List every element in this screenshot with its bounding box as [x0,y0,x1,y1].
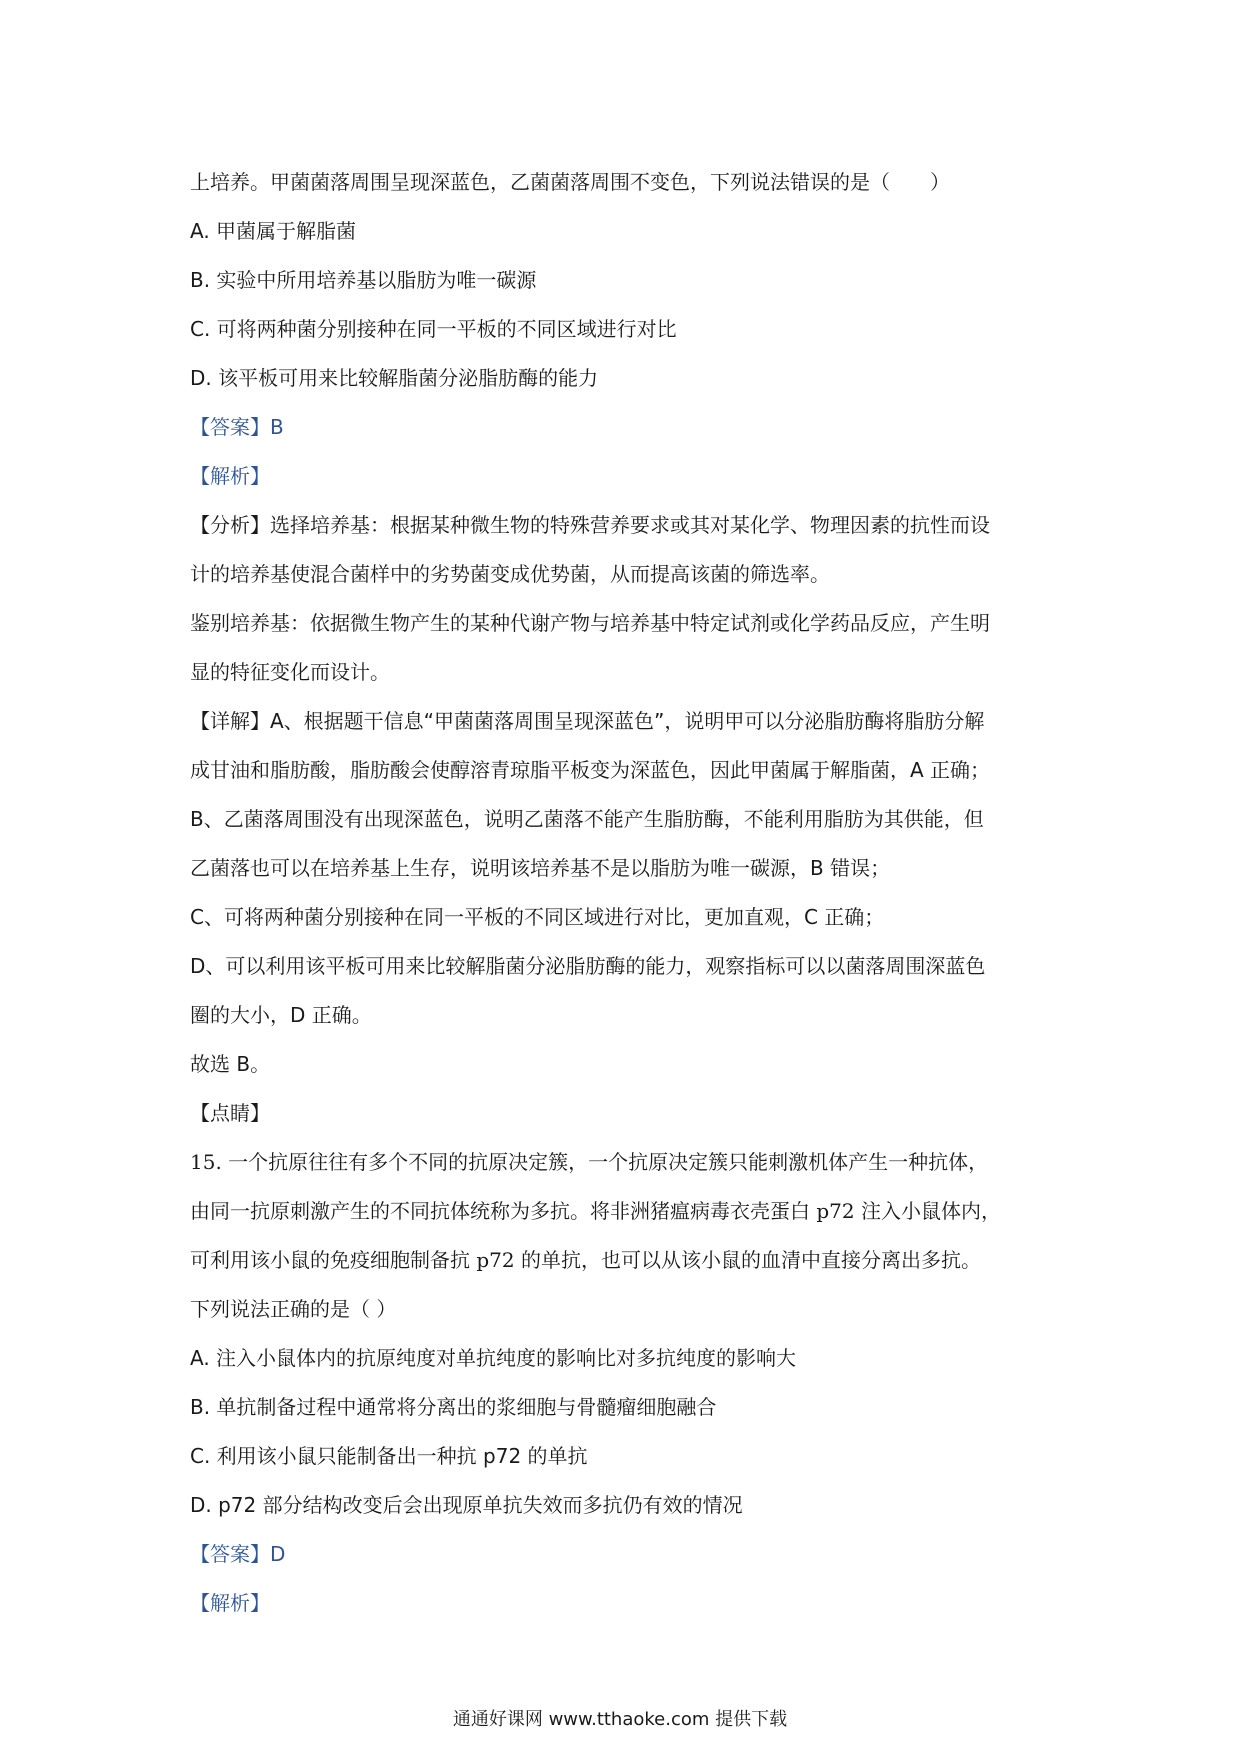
detail-paragraph-line: 【详解】A、根据题干信息“甲菌菌落周围呈现深蓝色”，说明甲可以分泌脂肪酶将脂肪分解 [190,709,985,733]
explanation-label: 【解析】 [190,464,270,488]
analysis-paragraph-line: 【分析】选择培养基：根据某种微生物的特殊营养要求或其对某化学、物理因素的抗性而设 [190,513,990,537]
detail-paragraph-line: 乙菌落也可以在培养基上生存，说明该培养基不是以脂肪为唯一碳源，B 错误； [190,856,891,880]
document-body [190,158,1070,1628]
analysis-paragraph-line: 显的特征变化而设计。 [190,660,390,684]
question-15-stem: 可利用该小鼠的免疫细胞制备抗 p72 的单抗，也可以从该小鼠的血清中直接分离出多抗。 [190,1248,981,1272]
question-15-stem: 由同一抗原刺激产生的不同抗体统称为多抗。将非洲猪瘟病毒衣壳蛋白 p72 注入小鼠体内， [190,1199,1001,1223]
analysis-paragraph-line: 计的培养基使混合菌样中的劣势菌变成优势菌，从而提高该菌的筛选率。 [190,562,830,586]
q15-option-a: A. 注入小鼠体内的抗原纯度对单抗纯度的影响比对多抗纯度的影响大 [190,1346,797,1370]
q15-option-c: C. 利用该小鼠只能制备出一种抗 p72 的单抗 [190,1444,588,1468]
comment-label: 【点睛】 [190,1101,270,1125]
q15-explanation-label: 【解析】 [190,1591,270,1615]
q15-option-b: B. 单抗制备过程中通常将分离出的浆细胞与骨髓瘤细胞融合 [190,1395,717,1419]
detail-paragraph-line: C、可将两种菌分别接种在同一平板的不同区域进行对比，更加直观，C 正确； [190,905,885,929]
option-b: B. 实验中所用培养基以脂肪为唯一碳源 [190,268,537,292]
q15-option-d: D. p72 部分结构改变后会出现原单抗失效而多抗仍有效的情况 [190,1493,743,1517]
conclusion-line: 故选 B。 [190,1052,271,1076]
option-c: C. 可将两种菌分别接种在同一平板的不同区域进行对比 [190,317,677,341]
question-15-stem: 15. 一个抗原往往有多个不同的抗原决定簇，一个抗原决定簇只能刺激机体产生一种抗体， [190,1150,989,1174]
question-15-prompt: 下列说法正确的是（ ） [190,1297,397,1321]
question-stem-continuation: 上培养。甲菌菌落周围呈现深蓝色，乙菌菌落周围不变色，下列说法错误的是（ ） [190,170,950,194]
q15-answer-label: 【答案】D [190,1542,286,1566]
detail-paragraph-line: B、乙菌落周围没有出现深蓝色，说明乙菌落不能产生脂肪酶，不能利用脂肪为其供能，但 [190,807,984,831]
answer-label: 【答案】B [190,415,284,439]
detail-paragraph-line: 成甘油和脂肪酸，脂肪酸会使醇溶青琼脂平板变为深蓝色，因此甲菌属于解脂菌，A 正确； [190,758,991,782]
detail-paragraph-line: 圈的大小，D 正确。 [190,1003,372,1027]
option-d: D. 该平板可用来比较解脂菌分泌脂肪酶的能力 [190,366,599,390]
detail-paragraph-line: D、可以利用该平板可用来比较解脂菌分泌脂肪酶的能力，观察指标可以以菌落周围深蓝色 [190,954,986,978]
page-footer: 通通好课网 www.tthaoke.com 提供下载 [452,1709,788,1730]
analysis-paragraph-line: 鉴别培养基：依据微生物产生的某种代谢产物与培养基中特定试剂或化学药品反应，产生明 [190,611,990,635]
option-a: A. 甲菌属于解脂菌 [190,219,357,243]
